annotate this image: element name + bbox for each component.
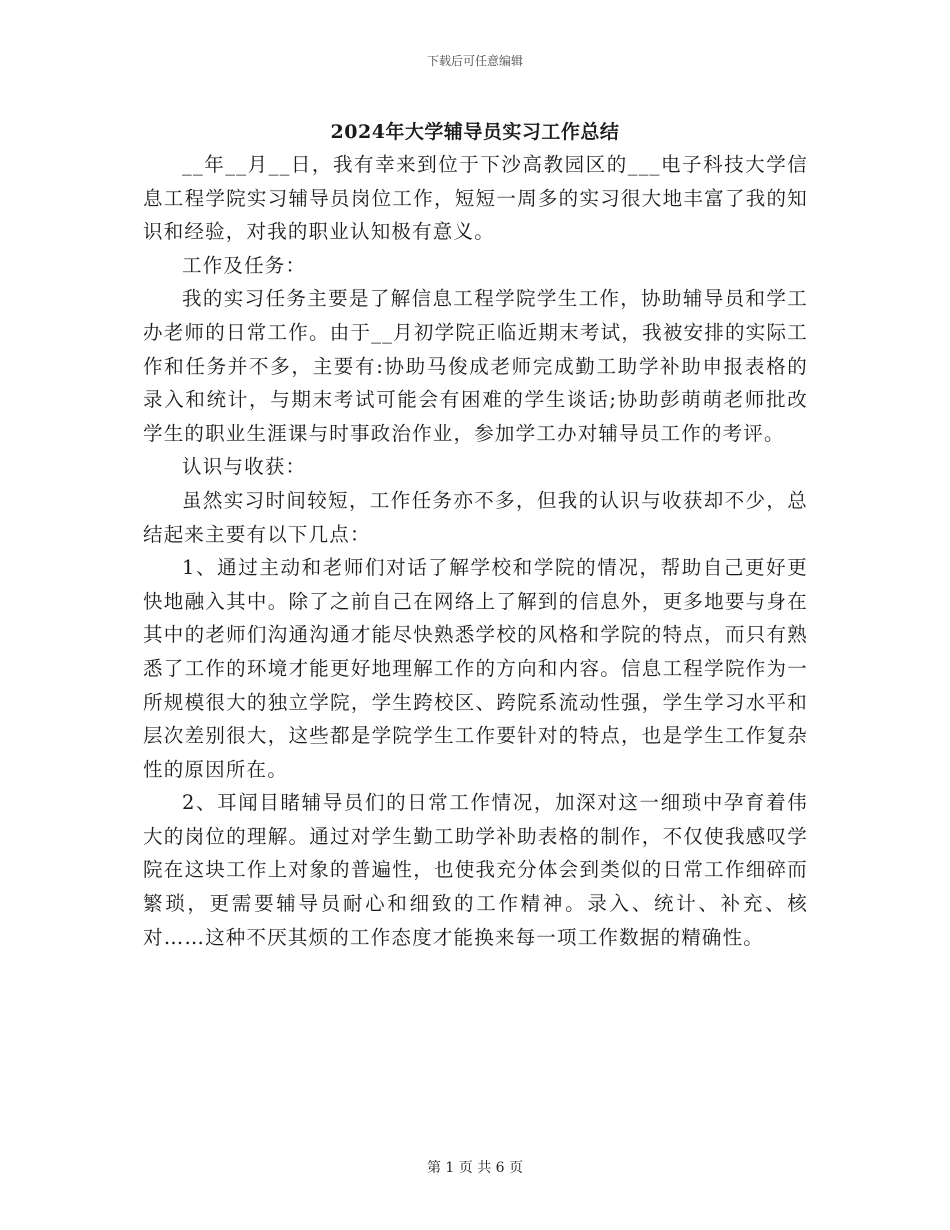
paragraph-intro: __年__月__日，我有幸来到位于下沙高教园区的___电子科技大学信息工程学院实习辅导员岗位工作，短短一周多的实习很大地丰富了我的知识和经验，对我的职业认知极有意义。 — [143, 153, 808, 244]
paragraph-point-2: 2、耳闻目睹辅导员们的日常工作情况，加深对这一细琐中孕育着伟大的岗位的理解。通过对学生勤工助学补助表格的制作，不仅使我感叹学院在这块工作上对象的普遍性，也使我充分体会到类似的日常工作细碎而繁琐，更需要辅导员耐心和细致的工作精神。录入、统计、补充、核对……这种不厌其烦的工作态度才能换来每一项工作数据的精确性。 — [143, 791, 808, 949]
document-title: 2024年大学辅导员实习工作总结 — [330, 121, 620, 143]
page-header-note: 下载后可任意编辑 — [426, 54, 523, 68]
paragraph-point-1: 1、通过主动和老师们对话了解学校和学院的情况，帮助自己更好更快地融入其中。除了之前自己在网络上了解到的信息外，更多地要与身在其中的老师们沟通沟通才能尽快熟悉学校的风格和学院的特点，而只有熟悉了工作的环境才能更好地理解工作的方向和内容。信息工程学院作为一所规模很大的独立学院，学生跨校区、跨院系流动性强，学生学习水平和层次差别很大，这些都是学院学生工作要针对的特点，也是学生工作复杂性的原因所在。 — [143, 556, 808, 781]
paragraph-insights-intro: 虽然实习时间较短，工作任务亦不多，但我的认识与收获却不少，总结起来主要有以下几点： — [143, 488, 808, 546]
document-body — [143, 148, 808, 954]
paragraph-tasks: 我的实习任务主要是了解信息工程学院学生工作，协助辅导员和学工办老师的日常工作。由于__月初学院正临近期末考试，我被安排的实际工作和任务并不多，主要有:协助马俊成老师完成勤工助学补助申报表格的录入和统计，与期末考试可能会有困难的学生谈话;协助彭萌萌老师批改学生的职业生涯课与时事政治作业，参加学工办对辅导员工作的考评。 — [143, 287, 808, 445]
section-heading-insights: 认识与收获： — [182, 455, 307, 479]
section-heading-tasks: 工作及任务： — [182, 253, 307, 277]
page-number: 第 1 页 共 6 页 — [426, 1160, 524, 1176]
